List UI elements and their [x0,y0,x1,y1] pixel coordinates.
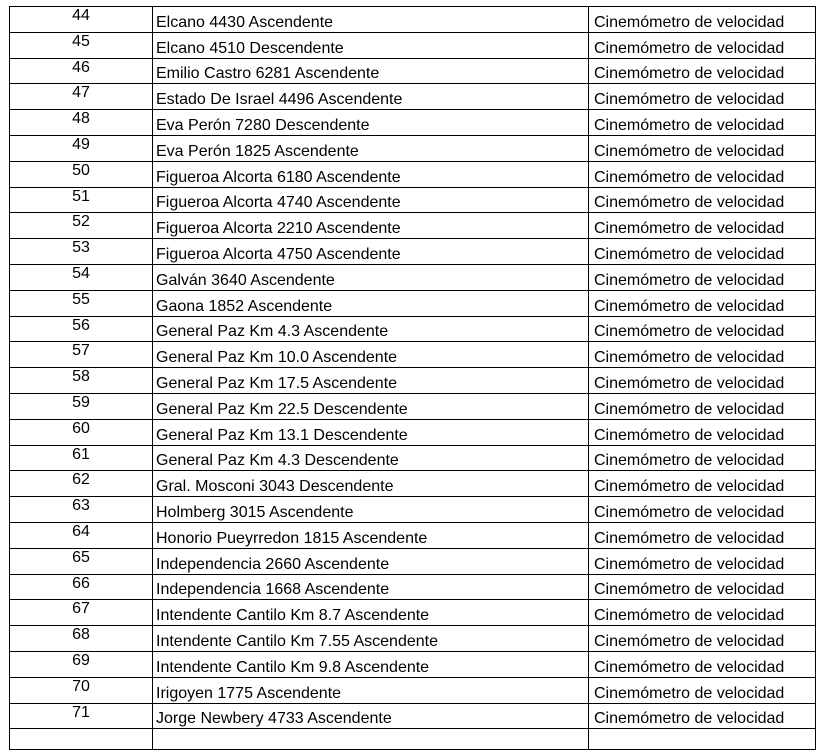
device-type-cell: Cinemómetro de velocidad [589,239,816,265]
table-row [10,419,816,445]
table-row [10,110,816,136]
device-type-cell: Cinemómetro de velocidad [589,522,816,548]
device-type-cell: Cinemómetro de velocidad [589,471,816,497]
table-row [10,58,816,84]
row-number-cell: 55 [10,290,153,316]
row-number-cell: 54 [10,264,153,290]
device-type-cell: Cinemómetro de velocidad [589,393,816,419]
empty-cell [153,729,589,750]
device-type-cell: Cinemómetro de velocidad [589,264,816,290]
row-number-cell: 48 [10,110,153,136]
location-cell: Independencia 2660 Ascendente [153,548,589,574]
row-number-cell: 70 [10,677,153,703]
table-row [10,651,816,677]
device-type-cell: Cinemómetro de velocidad [589,651,816,677]
row-number-cell: 68 [10,626,153,652]
table-row [10,497,816,523]
location-cell: Holmberg 3015 Ascendente [153,497,589,523]
empty-cell [10,729,153,750]
location-cell: Eva Perón 7280 Descendente [153,110,589,136]
location-cell: Gral. Mosconi 3043 Descendente [153,471,589,497]
radar-locations-table [9,6,816,750]
device-type-cell: Cinemómetro de velocidad [589,548,816,574]
device-type-cell: Cinemómetro de velocidad [589,213,816,239]
row-number-cell: 49 [10,135,153,161]
row-number-cell: 65 [10,548,153,574]
table-row [10,32,816,58]
location-cell: Gaona 1852 Ascendente [153,290,589,316]
table-body [10,7,816,750]
location-cell: Intendente Cantilo Km 9.8 Ascendente [153,651,589,677]
device-type-cell: Cinemómetro de velocidad [589,7,816,33]
device-type-cell: Cinemómetro de velocidad [589,574,816,600]
row-number-cell: 47 [10,84,153,110]
row-number-cell: 67 [10,600,153,626]
row-number-cell: 44 [10,7,153,33]
row-number-cell: 46 [10,58,153,84]
table-row [10,445,816,471]
row-number-cell: 60 [10,419,153,445]
row-number-cell: 51 [10,187,153,213]
location-cell: General Paz Km 17.5 Ascendente [153,368,589,394]
row-number-cell: 61 [10,445,153,471]
location-cell: General Paz Km 4.3 Descendente [153,445,589,471]
table-row [10,84,816,110]
location-cell: General Paz Km 13.1 Descendente [153,419,589,445]
location-cell: Figueroa Alcorta 2210 Ascendente [153,213,589,239]
location-cell: Intendente Cantilo Km 7.55 Ascendente [153,626,589,652]
device-type-cell: Cinemómetro de velocidad [589,419,816,445]
location-cell: Figueroa Alcorta 4750 Ascendente [153,239,589,265]
location-cell: Irigoyen 1775 Ascendente [153,677,589,703]
row-number-cell: 66 [10,574,153,600]
row-number-cell: 62 [10,471,153,497]
device-type-cell: Cinemómetro de velocidad [589,135,816,161]
device-type-cell: Cinemómetro de velocidad [589,703,816,729]
device-type-cell: Cinemómetro de velocidad [589,600,816,626]
device-type-cell: Cinemómetro de velocidad [589,677,816,703]
row-number-cell: 45 [10,32,153,58]
table-row [10,522,816,548]
row-number-cell: 71 [10,703,153,729]
location-cell: Estado De Israel 4496 Ascendente [153,84,589,110]
row-number-cell: 53 [10,239,153,265]
table-row [10,239,816,265]
table-row [10,548,816,574]
table-row-cutoff [10,729,816,750]
location-cell: Figueroa Alcorta 6180 Ascendente [153,161,589,187]
location-cell: Jorge Newbery 4733 Ascendente [153,703,589,729]
device-type-cell: Cinemómetro de velocidad [589,32,816,58]
device-type-cell: Cinemómetro de velocidad [589,445,816,471]
device-type-cell: Cinemómetro de velocidad [589,316,816,342]
empty-cell [589,729,816,750]
location-cell: Galván 3640 Ascendente [153,264,589,290]
table-row [10,393,816,419]
location-cell: General Paz Km 4.3 Ascendente [153,316,589,342]
location-cell: Independencia 1668 Ascendente [153,574,589,600]
table-row [10,703,816,729]
row-number-cell: 52 [10,213,153,239]
location-cell: Intendente Cantilo Km 8.7 Ascendente [153,600,589,626]
location-cell: General Paz Km 10.0 Ascendente [153,342,589,368]
table-row [10,135,816,161]
row-number-cell: 63 [10,497,153,523]
table-row [10,290,816,316]
device-type-cell: Cinemómetro de velocidad [589,187,816,213]
location-cell: Elcano 4510 Descendente [153,32,589,58]
row-number-cell: 58 [10,368,153,394]
location-cell: Figueroa Alcorta 4740 Ascendente [153,187,589,213]
row-number-cell: 57 [10,342,153,368]
row-number-cell: 50 [10,161,153,187]
table-row [10,264,816,290]
table-row [10,213,816,239]
table-row [10,316,816,342]
table-row [10,161,816,187]
device-type-cell: Cinemómetro de velocidad [589,161,816,187]
device-type-cell: Cinemómetro de velocidad [589,84,816,110]
row-number-cell: 69 [10,651,153,677]
device-type-cell: Cinemómetro de velocidad [589,368,816,394]
table-row [10,187,816,213]
location-cell: Eva Perón 1825 Ascendente [153,135,589,161]
device-type-cell: Cinemómetro de velocidad [589,290,816,316]
table-row [10,600,816,626]
table-row [10,471,816,497]
table-row [10,626,816,652]
table-row [10,574,816,600]
table-row [10,7,816,33]
device-type-cell: Cinemómetro de velocidad [589,58,816,84]
row-number-cell: 64 [10,522,153,548]
table-row [10,677,816,703]
device-type-cell: Cinemómetro de velocidad [589,342,816,368]
row-number-cell: 56 [10,316,153,342]
device-type-cell: Cinemómetro de velocidad [589,626,816,652]
row-number-cell: 59 [10,393,153,419]
location-cell: Emilio Castro 6281 Ascendente [153,58,589,84]
location-cell: General Paz Km 22.5 Descendente [153,393,589,419]
device-type-cell: Cinemómetro de velocidad [589,497,816,523]
location-cell: Honorio Pueyrredon 1815 Ascendente [153,522,589,548]
location-cell: Elcano 4430 Ascendente [153,7,589,33]
device-type-cell: Cinemómetro de velocidad [589,110,816,136]
table-row [10,368,816,394]
table-row [10,342,816,368]
